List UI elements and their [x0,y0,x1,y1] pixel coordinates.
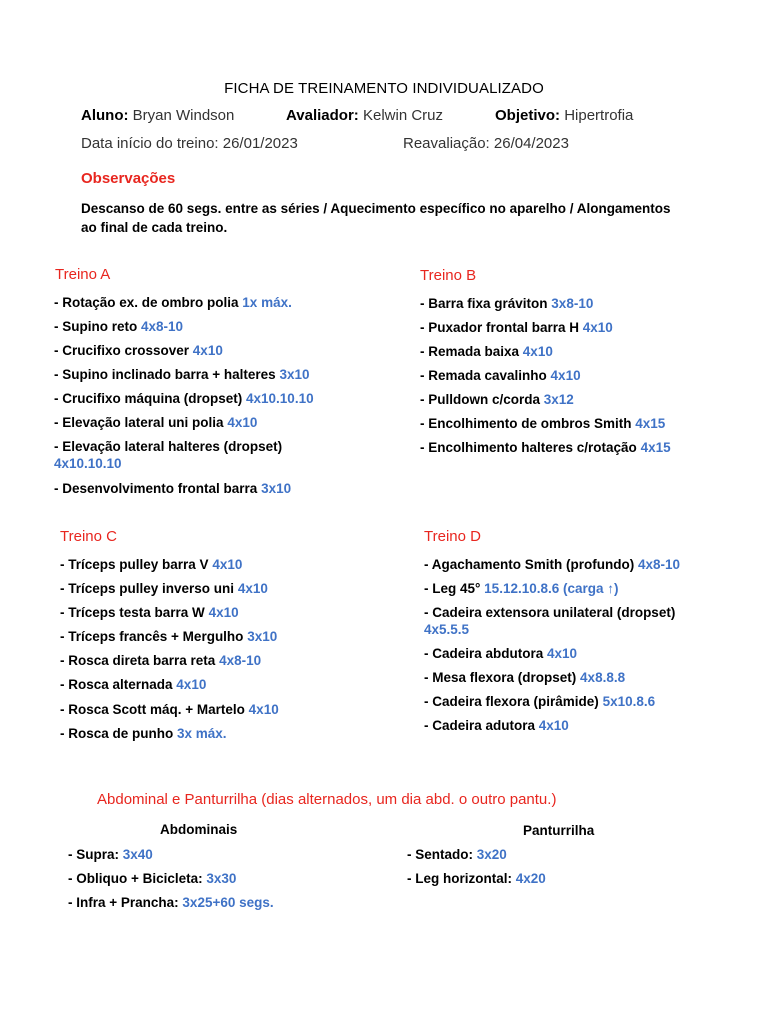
exercise-sets: 4x10 [248,702,279,717]
exercise-item [54,438,282,472]
exercise-sets: 3x25+60 segs. [182,895,274,910]
objetivo-field [495,107,633,124]
exercise-item [54,366,309,383]
exercise-name: - Elevação lateral halteres (dropset) [54,439,283,454]
exercise-item [60,725,227,742]
exercise-item [68,894,274,911]
exercise-name: - Tríceps testa barra W [60,605,209,620]
objetivo-label: Objetivo: [495,107,561,124]
exercise-item [424,693,655,710]
aluno-field [81,107,234,124]
exercise-name: - Remada cavalinho [420,368,551,383]
exercise-name: - Infra + Prancha: [68,895,183,910]
exercise-sets: 4x10.10.10 [246,391,314,406]
exercise-name: - Rosca Scott máq. + Martelo [60,702,249,717]
treino-d-title: Treino D [424,528,481,545]
exercise-item [68,846,153,863]
exercise-name: - Remada baixa [420,344,523,359]
observacoes-title: Observações [81,170,176,187]
exercise-sets: 4x10 [582,320,613,335]
data-inicio: Data início do treino: 26/01/2023 [81,135,298,152]
exercise-item [420,439,671,456]
exercise-sets: 4x8-10 [637,557,681,572]
exercise-name: - Encolhimento halteres c/rotação [420,440,641,455]
exercise-item [424,669,625,686]
exercise-name: - Desenvolvimento frontal barra [54,481,262,496]
exercise-item [420,319,613,336]
exercise-sets: 4x10 [547,646,578,661]
exercise-item [60,652,261,669]
exercise-sets: 4x10 [538,718,569,733]
exercise-sets: 3x20 [476,847,507,862]
exercise-item [420,367,581,384]
exercise-item [60,580,268,597]
abd-pant-title: Abdominal e Panturrilha (dias alternados, um dia abd. o outro pantu.) [97,791,557,808]
exercise-item [424,580,619,597]
exercise-item [424,604,675,638]
exercise-name: - Tríceps pulley barra V [60,557,213,572]
exercise-item [60,604,239,621]
exercise-name: - Rosca de punho [60,726,178,741]
exercise-name: - Pulldown c/corda [420,392,544,407]
exercise-name: - Leg 45° [424,581,485,596]
exercise-name: - Crucifixo crossover [54,343,193,358]
exercise-item [68,870,236,887]
exercise-sets: 4x10 [212,557,243,572]
document-title: FICHA DE TREINAMENTO INDIVIDUALIZADO [224,80,544,97]
exercise-name: - Agachamento Smith (profundo) [424,557,638,572]
aluno-label: Aluno: [81,107,129,124]
exercise-name: - Tríceps francês + Mergulho [60,629,248,644]
avaliador-label: Avaliador: [286,107,359,124]
exercise-sets: 15.12.10.8.6 (carga ↑) [484,581,619,596]
exercise-sets: 4x8-10 [219,653,262,668]
exercise-item [60,628,277,645]
exercise-item [424,645,577,662]
exercise-sets: 4x8.8.8 [580,670,626,685]
exercise-sets: 4x10 [522,344,553,359]
exercise-item [420,343,553,360]
exercise-item [54,318,183,335]
exercise-name: - Cadeira extensora unilateral (dropset) [424,605,676,620]
exercise-item [407,870,546,887]
exercise-sets: 5x10.8.6 [602,694,656,709]
exercise-sets: 1x máx. [242,295,292,310]
exercise-sets: 3x30 [206,871,237,886]
exercise-name: - Rosca alternada [60,677,177,692]
exercise-sets: 3x12 [543,392,574,407]
exercise-name: - Tríceps pulley inverso uni [60,581,238,596]
exercise-sets: 4x10 [192,343,223,358]
treino-a-title: Treino A [55,266,111,283]
exercise-name: - Rotação ex. de ombro polia [54,295,243,310]
exercise-item [424,556,680,573]
treino-b-title: Treino B [420,267,477,284]
exercise-item [54,294,292,311]
exercise-sets: 4x5.5.5 [424,622,470,637]
exercise-sets: 4x10 [208,605,239,620]
exercise-item [54,480,291,497]
exercise-sets: 3x10 [279,367,310,382]
exercise-name: - Barra fixa gráviton [420,296,552,311]
objetivo-value: Hipertrofia [564,107,634,124]
exercise-item [60,556,242,573]
exercise-name: - Sentado: [407,847,477,862]
exercise-sets: 4x10 [550,368,581,383]
exercise-name: - Cadeira adutora [424,718,539,733]
exercise-sets: 3x10 [261,481,292,496]
avaliador-field [286,107,443,124]
exercise-item [60,676,206,693]
exercise-name: - Crucifixo máquina (dropset) [54,391,247,406]
exercise-sets: 4x10.10.10 [54,456,122,471]
exercise-name: - Supino inclinado barra + halteres [54,367,280,382]
exercise-sets: 4x10 [176,677,207,692]
exercise-name: - Elevação lateral uni polia [54,415,228,430]
exercise-item [424,717,569,734]
exercise-name: - Supra: [68,847,123,862]
exercise-name: - Rosca direta barra reta [60,653,220,668]
exercise-name: - Encolhimento de ombros Smith [420,416,636,431]
avaliador-value: Kelwin Cruz [362,107,443,124]
exercise-sets: 4x10 [237,581,268,596]
exercise-sets: 3x máx. [177,726,227,741]
exercise-sets: 3x10 [247,629,278,644]
treino-c-title: Treino C [60,528,117,545]
exercise-item [54,414,257,431]
exercise-item [54,390,314,407]
observacoes-text: Descanso de 60 segs. entre as séries / Aquecimento específico no aparelho / Alongamentos ao final de cada treino. [81,201,671,235]
exercise-name: - Puxador frontal barra H [420,320,583,335]
exercise-sets: 3x8-10 [551,296,594,311]
exercise-sets: 4x15 [635,416,666,431]
exercise-sets: 3x40 [122,847,153,862]
exercise-name: - Cadeira flexora (pirâmide) [424,694,603,709]
exercise-item [420,415,665,432]
exercise-name: - Supino reto [54,319,141,334]
exercise-name: - Leg horizontal: [407,871,516,886]
exercise-item [407,846,507,863]
aluno-value: Bryan Windson [132,107,235,124]
exercise-sets: 4x15 [640,440,671,455]
exercise-name: - Cadeira abdutora [424,646,548,661]
exercise-item [420,391,574,408]
exercise-sets: 4x8-10 [141,319,184,334]
reavaliacao: Reavaliação: 26/04/2023 [403,135,569,152]
exercise-name: - Mesa flexora (dropset) [424,670,581,685]
exercise-name: - Obliquo + Bicicleta: [68,871,207,886]
panturrilha-title: Panturrilha [523,823,595,838]
exercise-item [60,701,279,718]
exercise-sets: 4x20 [515,871,546,886]
exercise-item [420,295,593,312]
abdominais-title: Abdominais [160,822,238,837]
exercise-sets: 4x10 [227,415,258,430]
exercise-item [54,342,223,359]
